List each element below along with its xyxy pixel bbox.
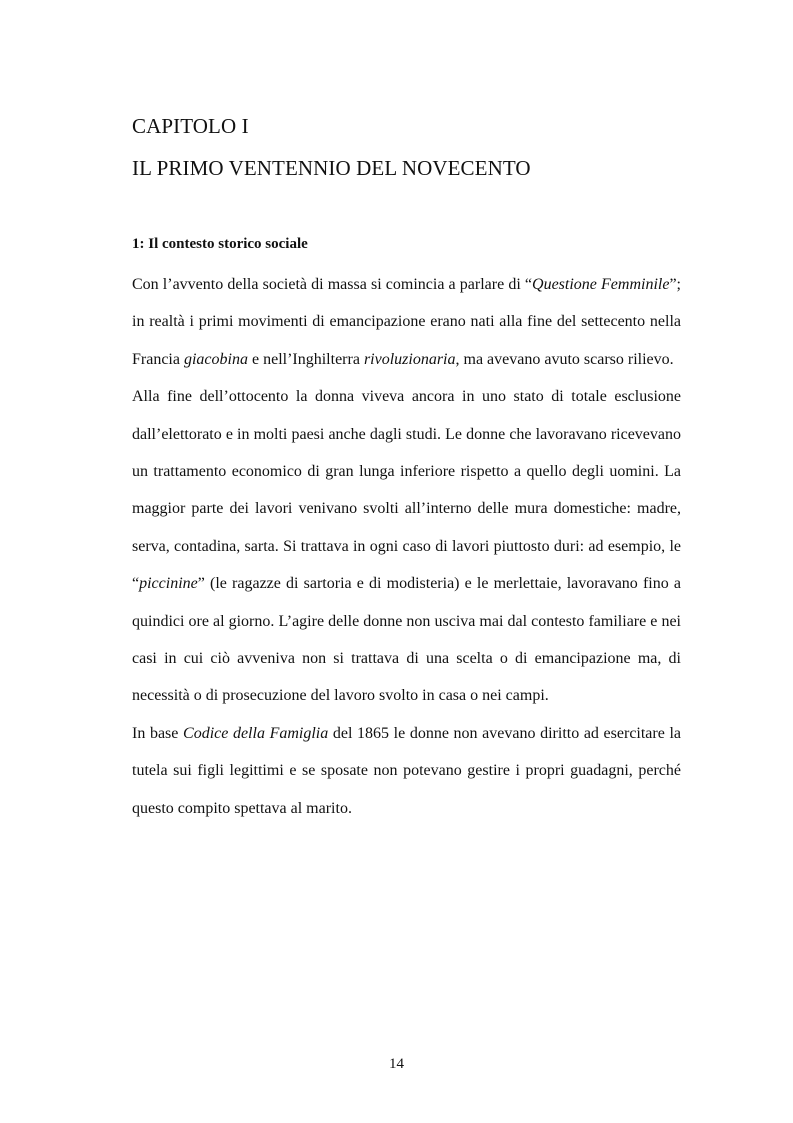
- chapter-label: CAPITOLO I: [132, 114, 249, 138]
- italic-text: Codice della Famiglia: [183, 724, 329, 742]
- text-run: e nell’Inghilterra: [247, 350, 364, 368]
- text-run: In base: [132, 724, 184, 742]
- text-run: Alla fine dell’ottocento la donna viveva ancora in uno stato di totale esclusione dall’elettorato e in molti paesi anche dagli studi. Le donne che lavoravano ricevevano un trattamento economico di gran lunga inferiore rispetto a quello degli uomini. La maggior parte dei lavori venivano svolti all’interno delle mura domestiche: madre, serva, contadina, sarta. Si trattava in ogni caso di lavori piuttosto duri: ad esempio, le “: [132, 388, 681, 593]
- page-number: 14: [389, 1056, 404, 1072]
- italic-text: giacobina: [183, 350, 248, 368]
- section-heading: 1: Il contesto storico sociale: [132, 236, 308, 252]
- text-run: Con l’avvento della società di massa si comincia a parlare di “: [132, 276, 533, 293]
- paragraph: [132, 378, 681, 715]
- italic-text: Questione Femminile: [532, 276, 670, 293]
- text-run: ”; in realtà i primi movimenti di emancipazione erano nati alla fine del settecento nella Francia: [132, 276, 681, 368]
- body-text: [132, 266, 681, 827]
- paragraph: [132, 266, 681, 378]
- chapter-title: IL PRIMO VENTENNIO DEL NOVECENTO: [132, 156, 531, 180]
- italic-text: piccinine: [139, 575, 198, 593]
- text-run: , ma avevano avuto scarso rilievo.: [455, 350, 674, 368]
- italic-text: rivoluzionaria: [363, 350, 456, 368]
- text-run: del 1865 le donne non avevano diritto ad esercitare la tutela sui figli legittimi e se sposate non potevano gestire i propri guadagni, perché questo compito spettava al marito.: [132, 724, 682, 817]
- text-run: ” (le ragazze di sartoria e di modisteria) e le merlettaie, lavoravano fino a quindici ore al giorno. L’agire delle donne non usciva mai dal contesto familiare e nei casi in cui ciò avveniva non si trattava di una scelta o di emancipazione ma, di necessità o di prosecuzione del lavoro svolto in casa o nei campi.: [132, 575, 681, 705]
- paragraph: [132, 715, 681, 827]
